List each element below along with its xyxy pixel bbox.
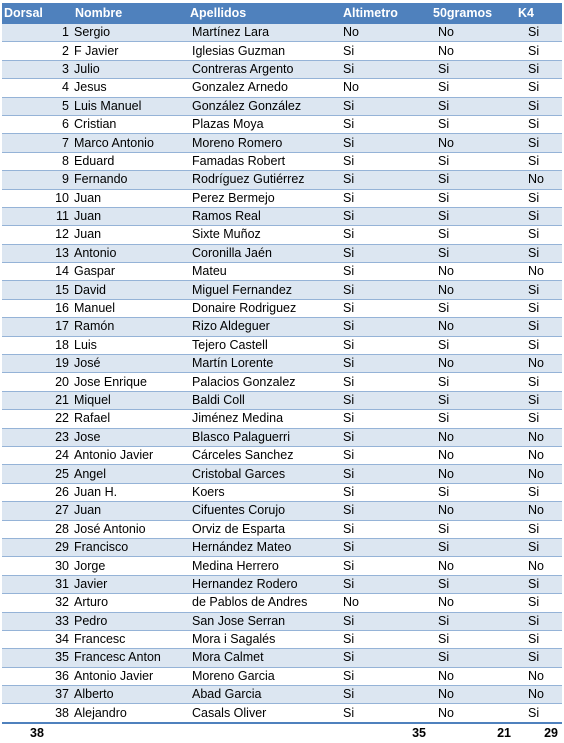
table-row [2,226,562,244]
cell-k4[interactable]: Si [515,60,562,78]
table-row [2,612,562,630]
cell-50gramos[interactable]: Si [430,79,515,97]
cell-apellidos[interactable]: Mora i Sagalés [187,630,340,648]
cell-50gramos[interactable]: No [430,428,515,446]
cell-nombre[interactable]: Juan [72,502,187,520]
cell-nombre[interactable]: Jorge [72,557,187,575]
cell-apellidos[interactable]: Mateu [187,263,340,281]
table-row [2,24,562,42]
cell-50gramos[interactable]: No [430,704,515,723]
cell-altimetro[interactable]: Si [340,152,430,170]
table-row [2,428,562,446]
cell-50gramos[interactable]: Si [430,630,515,648]
table-row [2,502,562,520]
cell-altimetro[interactable]: Si [340,281,430,299]
cell-k4[interactable]: Si [515,281,562,299]
cell-k4[interactable]: No [515,667,562,685]
cell-50gramos[interactable]: No [430,446,515,464]
cell-nombre[interactable]: Cristian [72,115,187,133]
cell-50gramos[interactable]: Si [430,207,515,225]
cell-nombre[interactable]: José [72,355,187,373]
cell-nombre[interactable]: José Antonio [72,520,187,538]
cell-altimetro[interactable]: Si [340,575,430,593]
cell-50gramos[interactable]: No [430,686,515,704]
table-row [2,79,562,97]
cell-altimetro[interactable]: Si [340,483,430,501]
cell-altimetro[interactable]: Si [340,465,430,483]
cell-nombre[interactable]: Jose Enrique [72,373,187,391]
cell-k4[interactable]: Si [515,226,562,244]
cell-altimetro[interactable]: Si [340,446,430,464]
cell-altimetro[interactable]: Si [340,171,430,189]
cell-50gramos[interactable]: Si [430,391,515,409]
cell-altimetro[interactable]: Si [340,299,430,317]
cell-dorsal[interactable]: 1 [2,24,72,42]
cell-k4[interactable]: No [515,263,562,281]
cell-k4[interactable]: Si [515,391,562,409]
table-row [2,446,562,464]
cell-50gramos[interactable]: Si [430,244,515,262]
cell-apellidos[interactable]: Iglesias Guzman [187,42,340,60]
total-dorsal[interactable]: 38 [2,723,72,742]
cell-dorsal[interactable]: 3 [2,60,72,78]
cell-dorsal[interactable]: 35 [2,649,72,667]
cell-k4[interactable]: No [515,446,562,464]
cell-apellidos[interactable]: Abad Garcia [187,686,340,704]
cell-k4[interactable]: Si [515,79,562,97]
cell-altimetro[interactable]: Si [340,244,430,262]
cell-50gramos[interactable]: Si [430,97,515,115]
total-nombre-empty[interactable] [72,723,187,742]
cell-apellidos[interactable]: Jiménez Medina [187,410,340,428]
table-row [2,483,562,501]
table-row [2,557,562,575]
cell-k4[interactable]: Si [515,520,562,538]
cell-nombre[interactable]: David [72,281,187,299]
cell-k4[interactable]: Si [515,410,562,428]
cell-altimetro[interactable]: Si [340,263,430,281]
cell-k4[interactable]: No [515,428,562,446]
cell-apellidos[interactable]: Martínez Lara [187,24,340,42]
total-50gramos[interactable]: 21 [430,723,515,742]
cell-altimetro[interactable]: Si [340,649,430,667]
cell-nombre[interactable]: Miquel [72,391,187,409]
cell-nombre[interactable]: Eduard [72,152,187,170]
cell-apellidos[interactable]: Miguel Fernandez [187,281,340,299]
cell-50gramos[interactable]: Si [430,336,515,354]
cell-dorsal[interactable]: 37 [2,686,72,704]
table-row [2,281,562,299]
cell-altimetro[interactable]: Si [340,612,430,630]
header-row [2,3,562,24]
cell-50gramos[interactable]: Si [430,299,515,317]
total-altimetro[interactable]: 35 [340,723,430,742]
cell-dorsal[interactable]: 20 [2,373,72,391]
cell-apellidos[interactable]: Coronilla Jaén [187,244,340,262]
cell-dorsal[interactable]: 4 [2,79,72,97]
cell-k4[interactable]: Si [515,207,562,225]
cell-apellidos[interactable]: Rodríguez Gutiérrez [187,171,340,189]
cell-nombre[interactable]: F Javier [72,42,187,60]
cell-k4[interactable]: No [515,465,562,483]
cell-k4[interactable]: Si [515,538,562,556]
cell-50gramos[interactable]: Si [430,171,515,189]
cell-altimetro[interactable]: Si [340,207,430,225]
cell-50gramos[interactable]: Si [430,575,515,593]
cell-dorsal[interactable]: 14 [2,263,72,281]
cell-50gramos[interactable]: No [430,263,515,281]
header-k4[interactable]: K4 [515,3,562,24]
cell-apellidos[interactable]: Rizo Aldeguer [187,318,340,336]
cell-altimetro[interactable]: Si [340,115,430,133]
cell-dorsal[interactable]: 33 [2,612,72,630]
cell-nombre[interactable]: Pedro [72,612,187,630]
cell-k4[interactable]: Si [515,152,562,170]
cell-50gramos[interactable]: Si [430,115,515,133]
cell-k4[interactable]: Si [515,649,562,667]
cell-dorsal[interactable]: 25 [2,465,72,483]
cell-dorsal[interactable]: 36 [2,667,72,685]
header-altimetro[interactable]: Altimetro [340,3,430,24]
cell-apellidos[interactable]: Sixte Muñoz [187,226,340,244]
table-row [2,667,562,685]
cell-k4[interactable]: Si [515,373,562,391]
cell-nombre[interactable]: Francesc Anton [72,649,187,667]
cell-50gramos[interactable]: Si [430,649,515,667]
cell-apellidos[interactable]: Orviz de Esparta [187,520,340,538]
cell-50gramos[interactable]: No [430,502,515,520]
cell-k4[interactable]: No [515,355,562,373]
table-row [2,336,562,354]
cell-k4[interactable]: No [515,557,562,575]
cell-apellidos[interactable]: González González [187,97,340,115]
table-row [2,630,562,648]
cell-k4[interactable]: Si [515,483,562,501]
cell-dorsal[interactable]: 34 [2,630,72,648]
cell-dorsal[interactable]: 8 [2,152,72,170]
cell-50gramos[interactable]: No [430,281,515,299]
cell-50gramos[interactable]: No [430,42,515,60]
cell-apellidos[interactable]: Koers [187,483,340,501]
cell-nombre[interactable]: Javier [72,575,187,593]
cell-nombre[interactable]: Gaspar [72,263,187,281]
cell-apellidos[interactable]: Blasco Palaguerri [187,428,340,446]
table-row [2,538,562,556]
table-row [2,97,562,115]
cell-50gramos[interactable]: No [430,355,515,373]
cell-apellidos[interactable]: Cárceles Sanchez [187,446,340,464]
cell-apellidos[interactable]: Donaire Rodriguez [187,299,340,317]
cell-50gramos[interactable]: Si [430,60,515,78]
cell-50gramos[interactable]: Si [430,189,515,207]
cell-50gramos[interactable]: No [430,465,515,483]
cell-50gramos[interactable]: No [430,318,515,336]
cell-dorsal[interactable]: 15 [2,281,72,299]
cell-dorsal[interactable]: 22 [2,410,72,428]
cell-dorsal[interactable]: 10 [2,189,72,207]
cell-altimetro[interactable]: Si [340,520,430,538]
table-row [2,60,562,78]
table-row [2,134,562,152]
cell-apellidos[interactable]: San Jose Serran [187,612,340,630]
cell-dorsal[interactable]: 23 [2,428,72,446]
cell-nombre[interactable]: Juan [72,226,187,244]
cell-50gramos[interactable]: No [430,557,515,575]
cell-k4[interactable]: Si [515,594,562,612]
cell-k4[interactable]: Si [515,115,562,133]
cell-k4[interactable]: Si [515,630,562,648]
cell-altimetro[interactable]: Si [340,97,430,115]
table-row [2,115,562,133]
cell-altimetro[interactable]: Si [340,373,430,391]
cell-apellidos[interactable]: Casals Oliver [187,704,340,723]
cell-dorsal[interactable]: 11 [2,207,72,225]
cell-altimetro[interactable]: Si [340,686,430,704]
table-row [2,299,562,317]
cell-nombre[interactable]: Jose [72,428,187,446]
cell-k4[interactable]: Si [515,575,562,593]
cell-nombre[interactable]: Jesus [72,79,187,97]
cell-dorsal[interactable]: 12 [2,226,72,244]
cell-k4[interactable]: Si [515,24,562,42]
cell-apellidos[interactable]: Medina Herrero [187,557,340,575]
cell-k4[interactable]: Si [515,134,562,152]
cell-dorsal[interactable]: 17 [2,318,72,336]
table-row [2,42,562,60]
table-header [2,3,562,24]
cell-apellidos[interactable]: Hernandez Rodero [187,575,340,593]
cell-altimetro[interactable]: No [340,594,430,612]
cell-apellidos[interactable]: Palacios Gonzalez [187,373,340,391]
header-apellidos[interactable]: Apellidos [187,3,340,24]
cell-apellidos[interactable]: Gonzalez Arnedo [187,79,340,97]
cell-apellidos[interactable]: Cristobal Garces [187,465,340,483]
cell-dorsal[interactable]: 6 [2,115,72,133]
cell-dorsal[interactable]: 31 [2,575,72,593]
cell-dorsal[interactable]: 28 [2,520,72,538]
cell-altimetro[interactable]: Si [340,502,430,520]
cell-50gramos[interactable]: No [430,667,515,685]
cell-k4[interactable]: No [515,686,562,704]
cell-50gramos[interactable]: No [430,24,515,42]
cell-nombre[interactable]: Julio [72,60,187,78]
cell-50gramos[interactable]: Si [430,483,515,501]
cell-altimetro[interactable]: No [340,24,430,42]
total-k4[interactable]: 29 [515,723,562,742]
cell-nombre[interactable]: Antonio [72,244,187,262]
cell-50gramos[interactable]: Si [430,538,515,556]
cell-altimetro[interactable]: No [340,79,430,97]
cell-nombre[interactable]: Juan [72,189,187,207]
cell-dorsal[interactable]: 24 [2,446,72,464]
cell-nombre[interactable]: Marco Antonio [72,134,187,152]
cell-apellidos[interactable]: de Pablos de Andres [187,594,340,612]
table-row [2,207,562,225]
cell-nombre[interactable]: Sergio [72,24,187,42]
header-50gramos[interactable]: 50gramos [430,3,515,24]
table-row [2,391,562,409]
cell-k4[interactable]: Si [515,336,562,354]
cell-apellidos[interactable]: Moreno Garcia [187,667,340,685]
cell-altimetro[interactable]: Si [340,134,430,152]
cell-apellidos[interactable]: Martín Lorente [187,355,340,373]
cell-altimetro[interactable]: Si [340,318,430,336]
cell-k4[interactable]: No [515,171,562,189]
cell-50gramos[interactable]: Si [430,373,515,391]
cell-50gramos[interactable]: Si [430,152,515,170]
cell-altimetro[interactable]: Si [340,428,430,446]
cell-altimetro[interactable]: Si [340,336,430,354]
cell-apellidos[interactable]: Cifuentes Corujo [187,502,340,520]
cell-k4[interactable]: Si [515,97,562,115]
cell-nombre[interactable]: Antonio Javier [72,446,187,464]
cell-dorsal[interactable]: 27 [2,502,72,520]
cell-nombre[interactable]: Juan H. [72,483,187,501]
cell-apellidos[interactable]: Plazas Moya [187,115,340,133]
cell-k4[interactable]: Si [515,299,562,317]
cell-dorsal[interactable]: 32 [2,594,72,612]
table-row [2,520,562,538]
cell-k4[interactable]: Si [515,244,562,262]
table-row [2,649,562,667]
totals-row [2,723,562,742]
cell-k4[interactable]: Si [515,318,562,336]
cell-50gramos[interactable]: Si [430,410,515,428]
cell-altimetro[interactable]: Si [340,630,430,648]
cell-dorsal[interactable]: 13 [2,244,72,262]
cell-apellidos[interactable]: Ramos Real [187,207,340,225]
cell-nombre[interactable]: Alberto [72,686,187,704]
table-row [2,594,562,612]
cell-apellidos[interactable]: Perez Bermejo [187,189,340,207]
cell-dorsal[interactable]: 29 [2,538,72,556]
cell-50gramos[interactable]: Si [430,612,515,630]
cell-k4[interactable]: Si [515,612,562,630]
cell-50gramos[interactable]: No [430,134,515,152]
table-row [2,318,562,336]
cell-k4[interactable]: Si [515,189,562,207]
cell-dorsal[interactable]: 19 [2,355,72,373]
table-row [2,686,562,704]
header-dorsal[interactable]: Dorsal [2,3,72,24]
cell-nombre[interactable]: Rafael [72,410,187,428]
cell-apellidos[interactable]: Contreras Argento [187,60,340,78]
cell-k4[interactable]: Si [515,42,562,60]
cell-dorsal[interactable]: 18 [2,336,72,354]
cell-altimetro[interactable]: Si [340,189,430,207]
cell-dorsal[interactable]: 2 [2,42,72,60]
table-row [2,373,562,391]
cell-apellidos[interactable]: Baldi Coll [187,391,340,409]
cell-altimetro[interactable]: Si [340,226,430,244]
cell-altimetro[interactable]: Si [340,557,430,575]
cell-dorsal[interactable]: 9 [2,171,72,189]
cell-50gramos[interactable]: Si [430,226,515,244]
table-row [2,465,562,483]
cell-altimetro[interactable]: Si [340,704,430,723]
table-row [2,410,562,428]
total-apellidos-empty[interactable] [187,723,340,742]
cell-k4[interactable]: No [515,502,562,520]
cell-apellidos[interactable]: Famadas Robert [187,152,340,170]
cell-altimetro[interactable]: Si [340,60,430,78]
cell-nombre[interactable]: Ramón [72,318,187,336]
table-row [2,189,562,207]
cell-nombre[interactable]: Angel [72,465,187,483]
cell-altimetro[interactable]: Si [340,391,430,409]
cell-nombre[interactable]: Manuel [72,299,187,317]
table-row [2,263,562,281]
cell-k4[interactable]: Si [515,704,562,723]
cell-50gramos[interactable]: Si [430,520,515,538]
cell-apellidos[interactable]: Hernández Mateo [187,538,340,556]
header-nombre[interactable]: Nombre [72,3,187,24]
cell-altimetro[interactable]: Si [340,355,430,373]
table-row [2,244,562,262]
cell-altimetro[interactable]: Si [340,42,430,60]
table-row [2,575,562,593]
cell-dorsal[interactable]: 7 [2,134,72,152]
cell-50gramos[interactable]: No [430,594,515,612]
cell-nombre[interactable]: Fernando [72,171,187,189]
cell-dorsal[interactable]: 38 [2,704,72,723]
cell-nombre[interactable]: Arturo [72,594,187,612]
cell-dorsal[interactable]: 16 [2,299,72,317]
cell-nombre[interactable]: Francesc [72,630,187,648]
cell-dorsal[interactable]: 5 [2,97,72,115]
cell-nombre[interactable]: Antonio Javier [72,667,187,685]
cell-dorsal[interactable]: 30 [2,557,72,575]
table-row [2,171,562,189]
cell-apellidos[interactable]: Mora Calmet [187,649,340,667]
cell-dorsal[interactable]: 26 [2,483,72,501]
cell-apellidos[interactable]: Moreno Romero [187,134,340,152]
cell-nombre[interactable]: Luis [72,336,187,354]
table-totals [2,723,562,742]
cell-nombre[interactable]: Alejandro [72,704,187,723]
cell-apellidos[interactable]: Tejero Castell [187,336,340,354]
cell-nombre[interactable]: Luis Manuel [72,97,187,115]
cell-nombre[interactable]: Juan [72,207,187,225]
cell-altimetro[interactable]: Si [340,538,430,556]
table-row [2,152,562,170]
table-row [2,355,562,373]
table-row [2,704,562,723]
table-body [2,24,562,723]
cell-altimetro[interactable]: Si [340,667,430,685]
cell-dorsal[interactable]: 21 [2,391,72,409]
participants-table [2,3,562,742]
cell-altimetro[interactable]: Si [340,410,430,428]
cell-nombre[interactable]: Francisco [72,538,187,556]
